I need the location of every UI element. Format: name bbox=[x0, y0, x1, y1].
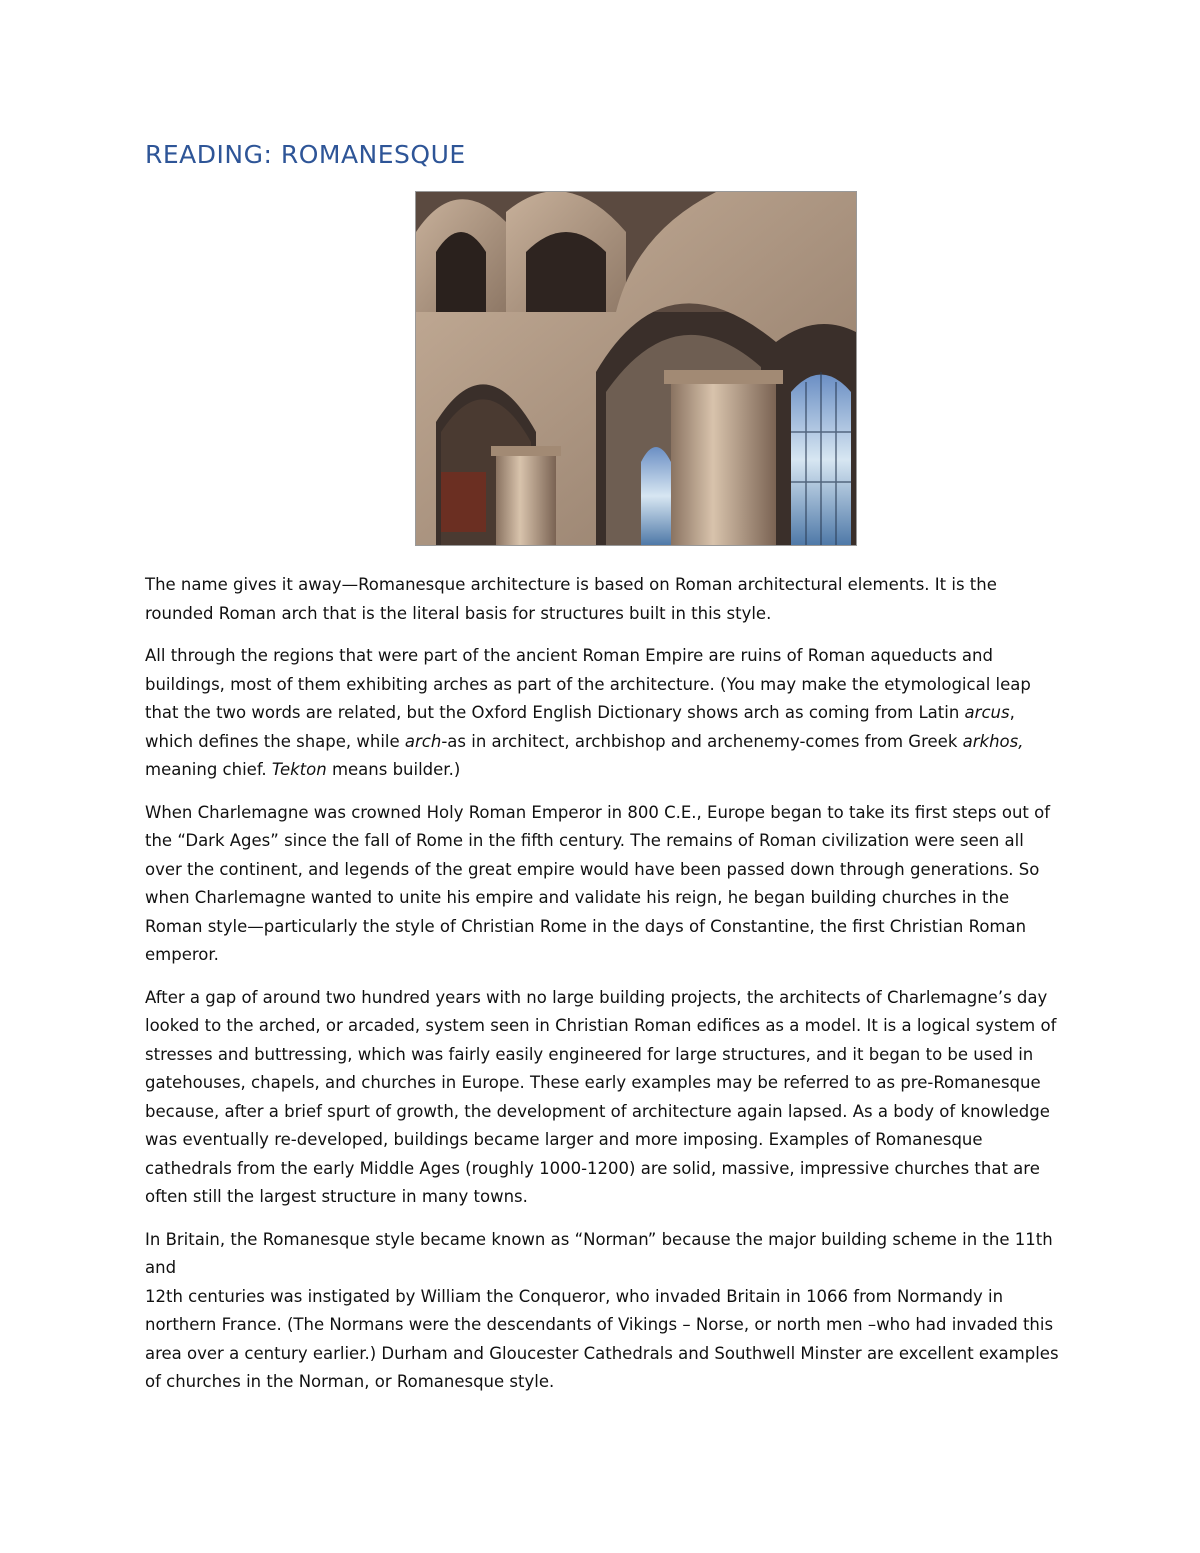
italic-term: arkhos, bbox=[962, 731, 1024, 751]
italic-term: arcus bbox=[964, 703, 1010, 722]
paragraph-2 bbox=[145, 642, 1060, 785]
paragraph-2-part: , which defines the shape, while bbox=[145, 703, 1015, 751]
italic-term: Tekton bbox=[271, 760, 327, 779]
body-text bbox=[145, 571, 1060, 1411]
paragraph-4: After a gap of around two hundred years with no large building projects, the architects of Charlemagne’s day looked to the arched, or arcaded, system seen in Christian Roman edifices as a model. It is a logical system of stresses and buttressing, which was fairly easily engineered for large structures, and it began to be used in gatehouses, chapels, and churches in Europe. These early examples may be referred to as pre-Romanesque because, after a brief spurt of growth, the development of architecture again lapsed. As a body of knowledge was eventually re-developed, buildings became larger and more imposing. Examples of Romanesque cathedrals from the early Middle Ages (roughly 1000-1200) are solid, massive, impressive churches that are often still the largest structure in many towns. bbox=[145, 987, 1057, 1206]
paragraph-2-part: meaning chief. bbox=[145, 760, 272, 779]
paragraph-5 bbox=[145, 1226, 1060, 1397]
paragraph-5-line-2: 12th centuries was instigated by William the Conqueror, who invaded Britain in 1066 from Normandy in northern France. (The Normans were the descendants of Vikings – Norse, or north men –who had invaded this area over a century earlier.) Durham and Gloucester Cathedrals and Southwell Minster are excellent examples of churches in the Norman, or Romanesque style. bbox=[145, 1286, 1059, 1391]
paragraph-1: The name gives it away—Romanesque architecture is based on Roman architectural elements. It is the rounded Roman arch that is the literal basis for structures built in this style. bbox=[145, 575, 997, 623]
paragraph-2-part: -as in architect, archbishop and archenemy-comes from Greek bbox=[441, 731, 963, 751]
page-title: READING: ROMANESQUE bbox=[145, 140, 466, 169]
romanesque-arcade-photo bbox=[415, 191, 857, 546]
paragraph-2-part: All through the regions that were part of the ancient Roman Empire are ruins of Roman aqueducts and buildings, most of them exhibiting arches as part of the architecture. (You may make the etymological leap that the two words are related, but the Oxford English Dictionary shows arch as coming from Latin bbox=[145, 646, 1031, 722]
paragraph-5-line-1: In Britain, the Romanesque style became known as “Norman” because the major building scheme in the 11th and bbox=[145, 1229, 1053, 1277]
paragraph-2-part: means builder.) bbox=[326, 760, 461, 779]
paragraph-3: When Charlemagne was crowned Holy Roman Emperor in 800 C.E., Europe began to take its first steps out of the “Dark Ages” since the fall of Rome in the fifth century. The remains of Roman civilization were seen all over the continent, and legends of the great empire would have been passed down through generations. So when Charlemagne wanted to unite his empire and validate his reign, he began building churches in the Roman style—particularly the style of Christian Rome in the days of Constantine, the first Christian Roman emperor. bbox=[145, 802, 1051, 964]
arcade-photo-icon bbox=[416, 192, 856, 545]
italic-term: arch bbox=[404, 731, 442, 751]
